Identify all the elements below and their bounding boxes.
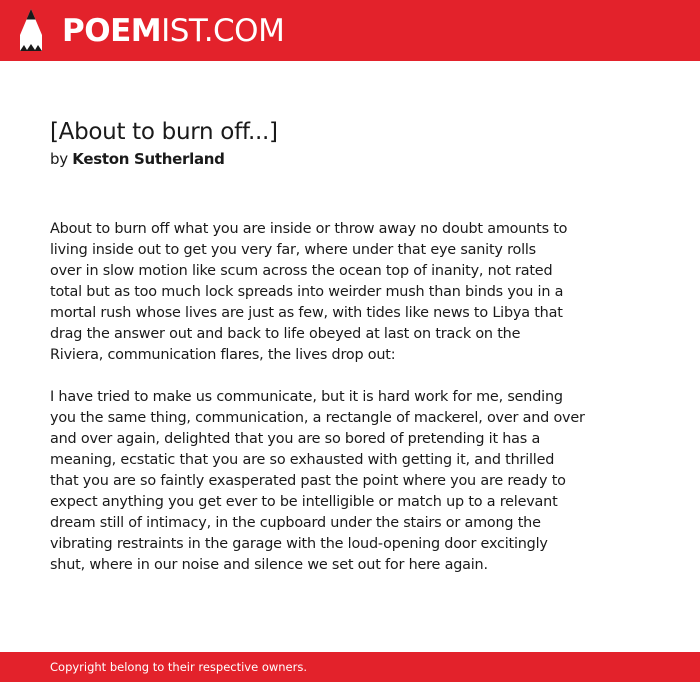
poem-line: over in slow motion like scum across the ocean top of inanity, not rated — [50, 263, 553, 279]
logo-text-bold: POEM — [62, 13, 162, 49]
poem-line: that you are so faintly exasperated past the point where you are ready to — [50, 473, 566, 489]
poem-line: mortal rush whose lives are just as few, with tides like news to Libya that — [50, 305, 563, 321]
pencil-icon[interactable] — [18, 9, 44, 51]
poem-line: About to burn off what you are inside or throw away no doubt amounts to — [50, 221, 568, 237]
byline — [50, 148, 580, 170]
copyright-text: Copyright belong to their respective owners. — [50, 660, 308, 674]
site-footer — [0, 652, 700, 682]
poem-line: expect anything you get ever to be intelligible or match up to a relevant — [50, 494, 558, 510]
poem-stanza — [50, 219, 590, 366]
site-logo[interactable] — [62, 13, 284, 49]
site-header — [0, 0, 700, 61]
poem-line: vibrating restraints in the garage with the loud-opening door excitingly — [50, 536, 548, 552]
poem-stanza — [50, 387, 590, 576]
poem-line: drag the answer out and back to life obeyed at last on track on the — [50, 326, 521, 342]
poem-title: [About to burn off...] — [50, 119, 278, 145]
poem-line: Riviera, communication flares, the lives drop out: — [50, 347, 396, 363]
poem-line: and over again, delighted that you are so bored of pretending it has a — [50, 431, 541, 447]
poem-line: living inside out to get you very far, where under that eye sanity rolls — [50, 242, 536, 258]
poem-line: shut, where in our noise and silence we set out for here again. — [50, 557, 488, 573]
poem-line: dream still of intimacy, in the cupboard under the stairs or among the — [50, 515, 541, 531]
poem-line: you the same thing, communication, a rectangle of mackerel, over and over — [50, 410, 585, 426]
logo-text-thin: IST.COM — [161, 13, 285, 49]
author-name[interactable]: Keston Sutherland — [72, 150, 225, 168]
poem-line: I have tried to make us communicate, but it is hard work for me, sending — [50, 389, 563, 405]
poem-body — [50, 219, 590, 597]
by-label: by — [50, 150, 68, 168]
poem-line: meaning, ecstatic that you are so exhausted with getting it, and thrilled — [50, 452, 555, 468]
poem-line: total but as too much lock spreads into weirder mush than binds you in a — [50, 284, 564, 300]
poem-header — [50, 116, 580, 170]
